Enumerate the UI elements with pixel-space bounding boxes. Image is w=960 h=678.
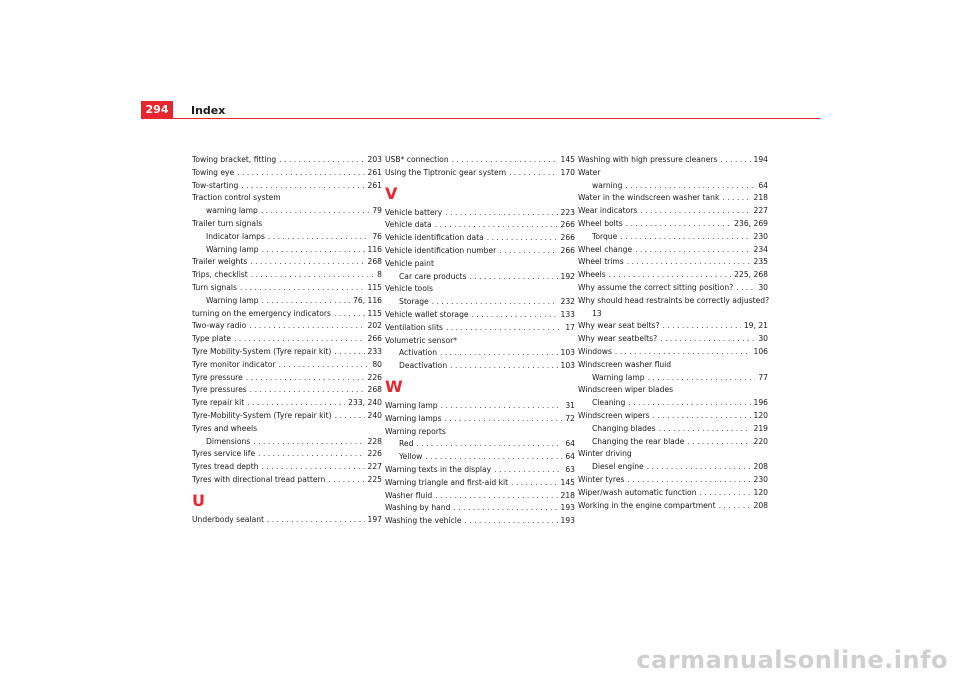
- entry-page[interactable]: 230: [753, 231, 768, 241]
- dot-leader: [267, 514, 364, 527]
- dot-leader: [253, 436, 364, 449]
- index-entry: [385, 502, 575, 515]
- dot-leader: [499, 245, 557, 258]
- index-subentry: [385, 347, 575, 360]
- entry-page[interactable]: 79: [372, 206, 382, 216]
- entry-page[interactable]: 17: [565, 322, 575, 332]
- entry-page[interactable]: 233, 240: [348, 398, 382, 408]
- entry-page[interactable]: 266: [560, 233, 575, 243]
- entry-term: Tow-starting: [192, 180, 239, 190]
- index-entry: [192, 448, 382, 461]
- index-entry: [578, 154, 768, 167]
- page-number-badge: 294: [141, 101, 173, 119]
- entry-term: Why assume the correct sitting position?: [578, 282, 734, 292]
- dot-leader: [279, 154, 364, 167]
- entry-page[interactable]: 77: [758, 372, 768, 382]
- index-entry: [578, 244, 768, 257]
- entry-page[interactable]: 208: [753, 500, 768, 510]
- section-letter: V: [385, 183, 398, 203]
- dot-leader: [262, 244, 365, 257]
- dot-leader: [261, 205, 370, 218]
- dot-leader: [627, 256, 751, 269]
- entry-page[interactable]: 31: [565, 400, 575, 410]
- dot-leader: [472, 309, 558, 322]
- index-subentry: [578, 180, 768, 193]
- entry-term: Tyre repair kit: [192, 398, 245, 408]
- index-subentry: [385, 296, 575, 309]
- index-subentry: [192, 436, 382, 449]
- index-entry: [192, 514, 382, 527]
- index-subentry: [578, 423, 768, 436]
- section-letter: W: [385, 376, 403, 396]
- entry-term: Working in the engine compartment: [578, 500, 716, 510]
- dot-leader: [234, 333, 364, 346]
- entry-page[interactable]: 202: [367, 321, 382, 331]
- entry-term: Wiper/wash automatic function: [578, 487, 697, 497]
- entry-page[interactable]: 240: [367, 410, 382, 420]
- index-entry: [192, 346, 382, 359]
- index-subentry: [385, 438, 575, 451]
- index-heading: Traction control system: [192, 193, 281, 203]
- entry-term: Washing by hand: [385, 503, 451, 513]
- index-entry: [192, 320, 382, 333]
- entry-term: Activation: [399, 348, 438, 358]
- entry-term: Torque: [592, 231, 618, 241]
- dot-leader: [279, 359, 370, 372]
- entry-term: Type plate: [192, 334, 232, 344]
- entry-term: Warning triangle and first-aid kit: [385, 477, 509, 487]
- dot-leader: [647, 461, 751, 474]
- header-rule: [173, 118, 820, 119]
- index-entry: [192, 167, 382, 180]
- dot-leader: [250, 384, 365, 397]
- entry-page[interactable]: 64: [565, 452, 575, 462]
- entry-page[interactable]: 235: [753, 257, 768, 267]
- dot-leader: [440, 347, 557, 360]
- dot-leader: [445, 413, 563, 426]
- entry-page[interactable]: 196: [753, 398, 768, 408]
- dot-leader: [249, 320, 364, 333]
- entry-page[interactable]: 120: [753, 410, 768, 420]
- dot-leader: [452, 154, 558, 167]
- entry-term: Vehicle battery: [385, 207, 443, 217]
- index-subentry: [578, 231, 768, 244]
- dot-leader: [334, 308, 365, 321]
- index-entry: [578, 192, 768, 205]
- entry-term: Diesel engine: [592, 462, 644, 472]
- entry-term: Tyre-Mobility-System (Tyre repair kit): [192, 410, 332, 420]
- index-entry: [385, 232, 575, 245]
- index-subentry: [192, 295, 382, 308]
- entry-page[interactable]: 19, 21: [743, 321, 768, 331]
- dot-leader: [722, 192, 750, 205]
- index-heading: Windscreen wiper blades: [578, 385, 674, 395]
- entry-page[interactable]: 227: [367, 462, 382, 472]
- entry-term: Tyre pressures: [192, 385, 247, 395]
- index-entry: [385, 413, 575, 426]
- index-heading: Winter driving: [578, 449, 632, 459]
- index-entry: [385, 167, 575, 180]
- entry-term: Why wear seat belts?: [578, 321, 660, 331]
- dot-leader: [628, 397, 750, 410]
- entry-page[interactable]: 268: [367, 385, 382, 395]
- entry-page[interactable]: 225, 268: [734, 270, 768, 280]
- entry-term: Warning lamps: [385, 413, 442, 423]
- section-letter: U: [192, 490, 205, 510]
- entry-term: Tyre monitor indicator: [192, 359, 276, 369]
- entry-page[interactable]: 194: [753, 155, 768, 164]
- watermark: carmanualsonline.info: [636, 646, 948, 674]
- index-heading: Vehicle paint: [385, 258, 434, 268]
- entry-page[interactable]: 170: [560, 167, 575, 177]
- page-header: [141, 101, 820, 119]
- entry-term: Warning texts in the display: [385, 464, 492, 474]
- entry-page[interactable]: 225: [367, 474, 382, 484]
- entry-term: Cleaning: [592, 398, 626, 408]
- entry-page[interactable]: 223: [560, 207, 575, 217]
- dot-leader: [719, 500, 751, 513]
- dot-leader: [246, 372, 365, 385]
- index-entry: [385, 464, 575, 477]
- entry-page[interactable]: 197: [367, 514, 382, 524]
- index-entry: [192, 269, 382, 282]
- index-subentry: [578, 436, 768, 449]
- index-entry: [385, 400, 575, 413]
- index-entry: [385, 322, 575, 335]
- index-entry: [192, 461, 382, 474]
- index-entry: [192, 308, 382, 321]
- entry-term: Warning lamp: [206, 295, 259, 305]
- dot-leader: [453, 502, 557, 515]
- index-subentry: [192, 231, 382, 244]
- entry-page[interactable]: 208: [753, 462, 768, 472]
- dot-leader: [628, 474, 751, 487]
- dot-leader: [625, 180, 755, 193]
- entry-term: Wheel bolts: [578, 218, 623, 228]
- entry-page[interactable]: 192: [560, 271, 575, 281]
- entry-term: Windscreen wipers: [578, 410, 650, 420]
- entry-term: Vehicle wallet storage: [385, 309, 469, 319]
- entry-page[interactable]: 193: [560, 516, 575, 526]
- index-entry: [578, 205, 768, 218]
- entry-term: Warning lamp: [592, 372, 645, 382]
- entry-page[interactable]: 261: [367, 180, 382, 190]
- dot-leader: [435, 490, 557, 503]
- index-entry: [192, 397, 382, 410]
- dot-leader: [615, 346, 751, 359]
- dot-leader: [262, 295, 350, 308]
- index-entry: [192, 410, 382, 423]
- dot-leader: [445, 207, 557, 220]
- entry-term: Indicator lamps: [206, 231, 265, 241]
- index-subentry: [385, 271, 575, 284]
- entry-page[interactable]: 64: [758, 180, 768, 190]
- dot-leader: [687, 436, 750, 449]
- entry-term: Towing bracket, fitting: [192, 155, 277, 164]
- entry-page[interactable]: 120: [753, 487, 768, 497]
- entry-term: Underbody sealant: [192, 514, 265, 524]
- index-entry: [385, 309, 575, 322]
- entry-term: Wheels: [578, 270, 606, 280]
- entry-term: Changing the rear blade: [592, 436, 685, 446]
- entry-page[interactable]: 133: [560, 309, 575, 319]
- entry-page[interactable]: 218: [560, 490, 575, 500]
- dot-leader: [241, 180, 364, 193]
- entry-page[interactable]: 266: [560, 245, 575, 255]
- entry-term: Trailer weights: [192, 257, 248, 267]
- index-heading: Water: [578, 167, 601, 177]
- entry-page[interactable]: 30: [758, 334, 768, 344]
- dot-leader: [494, 464, 562, 477]
- index-entry: 13: [592, 308, 602, 318]
- dot-leader: [660, 333, 755, 346]
- index-heading: Windscreen washer fluid: [578, 359, 672, 369]
- entry-term: Water in the windscreen washer tank: [578, 193, 720, 203]
- entry-page[interactable]: 145: [560, 477, 575, 487]
- entry-term: Tyre pressure: [192, 372, 243, 382]
- entry-page[interactable]: 227: [753, 206, 768, 216]
- entry-term: Vehicle identification data: [385, 233, 484, 243]
- index-entry: [578, 218, 768, 231]
- entry-page[interactable]: 219: [753, 423, 768, 433]
- entry-page[interactable]: 226: [367, 372, 382, 382]
- index-heading: Volumetric sensor*: [385, 335, 458, 345]
- index-entry: [578, 346, 768, 359]
- dot-leader: [335, 410, 365, 423]
- entry-page[interactable]: 193: [560, 503, 575, 513]
- dot-leader: [441, 400, 563, 413]
- index-entry: [385, 219, 575, 232]
- index-entry: [385, 154, 575, 167]
- entry-page[interactable]: 234: [753, 244, 768, 254]
- dot-leader: [416, 438, 562, 451]
- entry-page[interactable]: 64: [565, 439, 575, 449]
- index-entry: [385, 207, 575, 220]
- entry-page[interactable]: 106: [753, 346, 768, 356]
- dot-leader: [247, 397, 345, 410]
- entry-page[interactable]: 266: [367, 334, 382, 344]
- dot-leader: [648, 372, 756, 385]
- entry-term: Red: [399, 439, 414, 449]
- entry-term: Washing the vehicle: [385, 516, 462, 526]
- index-entry: [578, 333, 768, 346]
- entry-page[interactable]: 72: [565, 413, 575, 423]
- entry-term: Using the Tiptronic gear system: [385, 167, 507, 177]
- dot-leader: [262, 461, 365, 474]
- entry-term: Vehicle data: [385, 220, 432, 230]
- entry-term: Storage: [399, 297, 429, 307]
- entry-page[interactable]: 266: [560, 220, 575, 230]
- entry-page[interactable]: 218: [753, 193, 768, 203]
- entry-page[interactable]: 116: [367, 244, 382, 254]
- entry-page[interactable]: 145: [560, 155, 575, 164]
- dot-leader: [435, 219, 558, 232]
- index-entry: [385, 490, 575, 503]
- index-subentry: [578, 397, 768, 410]
- dot-leader: [334, 346, 364, 359]
- dot-leader: [509, 167, 557, 180]
- index-heading: Vehicle tools: [385, 284, 433, 294]
- dot-leader: [700, 487, 751, 500]
- index-entry: [385, 477, 575, 490]
- index-heading: Tyres and wheels: [192, 423, 258, 433]
- dot-leader: [640, 205, 750, 218]
- index-entry: [192, 384, 382, 397]
- entry-page[interactable]: 103: [560, 348, 575, 358]
- index-entry: [578, 282, 768, 295]
- dot-leader: [240, 282, 365, 295]
- index-entry: [578, 487, 768, 500]
- index-entry: [192, 154, 382, 167]
- dot-leader: [470, 271, 558, 284]
- dot-leader: [432, 296, 558, 309]
- entry-term: Why wear seatbelts?: [578, 334, 658, 344]
- dot-leader: [251, 269, 374, 282]
- entry-term: Tyres tread depth: [192, 462, 259, 472]
- index-column-2: [385, 154, 575, 528]
- entry-term: Dimensions: [206, 436, 251, 446]
- dot-leader: [736, 282, 755, 295]
- dot-leader: [609, 269, 731, 282]
- dot-leader: [250, 256, 364, 269]
- entry-term: Tyres with directional tread pattern: [192, 474, 326, 484]
- dot-leader: [268, 231, 369, 244]
- entry-page[interactable]: 220: [753, 436, 768, 446]
- index-entry: [192, 256, 382, 269]
- entry-term: Trips, checklist: [192, 270, 248, 280]
- index-entry: [578, 410, 768, 423]
- entry-term: USB* connection: [385, 155, 449, 164]
- entry-term: Turn signals: [192, 282, 237, 292]
- index-entry: [192, 372, 382, 385]
- entry-page[interactable]: 233: [367, 346, 382, 356]
- entry-page[interactable]: 232: [560, 297, 575, 307]
- entry-term: Towing eye: [192, 167, 235, 177]
- index-entry: [578, 320, 768, 333]
- entry-term: Two-way radio: [192, 321, 247, 331]
- entry-term: Deactivation: [399, 361, 448, 371]
- entry-term: Changing blades: [592, 423, 656, 433]
- dot-leader: [653, 410, 751, 423]
- entry-page[interactable]: 30: [758, 282, 768, 292]
- dot-leader: [487, 232, 558, 245]
- entry-page[interactable]: 76: [372, 231, 382, 241]
- entry-term: turning on the emergency indicators: [192, 308, 331, 318]
- entry-term: Warning lamp: [385, 400, 438, 410]
- entry-term: Warning lamp: [206, 244, 259, 254]
- index-entry: [578, 500, 768, 513]
- dot-leader: [620, 231, 750, 244]
- entry-term: Wear indicators: [578, 206, 638, 216]
- index-subentry: [385, 360, 575, 373]
- dot-leader: [626, 218, 731, 231]
- entry-term: Winter tyres: [578, 474, 625, 484]
- entry-term: Tyres service life: [192, 449, 256, 459]
- index-subentry: [192, 244, 382, 257]
- index-entry: [192, 359, 382, 372]
- entry-page[interactable]: 236, 269: [734, 218, 768, 228]
- index-column-1: [192, 154, 382, 527]
- entry-page[interactable]: 115: [367, 282, 382, 292]
- entry-page[interactable]: 115: [367, 308, 382, 318]
- index-entry: [192, 282, 382, 295]
- entry-page[interactable]: 8: [377, 270, 382, 280]
- index-heading: Warning reports: [385, 426, 446, 436]
- dot-leader: [511, 477, 557, 490]
- index-entry: [192, 333, 382, 346]
- index-subentry: [578, 461, 768, 474]
- index-heading: Trailer turn signals: [192, 218, 263, 228]
- dot-leader: [237, 167, 364, 180]
- entry-term: Yellow: [399, 452, 423, 462]
- entry-term: Vehicle identification number: [385, 245, 497, 255]
- entry-page[interactable]: 261: [367, 167, 382, 177]
- entry-page[interactable]: 103: [560, 361, 575, 371]
- entry-page[interactable]: 63: [565, 464, 575, 474]
- dot-leader: [450, 360, 557, 373]
- entry-term: Washing with high pressure cleaners: [578, 155, 718, 164]
- page-title: Index: [191, 104, 226, 117]
- entry-page[interactable]: 268: [367, 257, 382, 267]
- index-entry: [385, 245, 575, 258]
- entry-term: Ventilation slits: [385, 322, 444, 332]
- entry-page[interactable]: 76, 116: [353, 295, 382, 305]
- dot-leader: [446, 322, 562, 335]
- entry-page[interactable]: 226: [367, 449, 382, 459]
- dot-leader: [635, 244, 750, 257]
- index-subentry: [578, 372, 768, 385]
- entry-term: warning: [592, 180, 623, 190]
- dot-leader: [258, 448, 364, 461]
- dot-leader: [328, 474, 364, 487]
- entry-term: warning lamp: [206, 206, 258, 216]
- entry-term: Tyre Mobility-System (Tyre repair kit): [192, 346, 332, 356]
- index-entry: Why should head restraints be correctly adjusted?: [578, 295, 770, 305]
- entry-term: Car care products: [399, 271, 467, 281]
- index-entry: [578, 269, 768, 282]
- index-entry: [385, 515, 575, 528]
- index-subentry: [385, 451, 575, 464]
- index-entry: [192, 474, 382, 487]
- entry-page[interactable]: 203: [367, 155, 382, 164]
- dot-leader: [465, 515, 558, 528]
- dot-leader: [663, 320, 741, 333]
- index-entry: [578, 474, 768, 487]
- entry-page[interactable]: 80: [372, 359, 382, 369]
- entry-term: Wheel trims: [578, 257, 624, 267]
- dot-leader: [425, 451, 562, 464]
- index-entry: [192, 180, 382, 193]
- entry-page[interactable]: 230: [753, 474, 768, 484]
- index-subentry: [192, 205, 382, 218]
- entry-term: Windows: [578, 346, 612, 356]
- entry-term: Washer fluid: [385, 490, 433, 500]
- dot-leader: [659, 423, 751, 436]
- entry-term: Wheel change: [578, 244, 633, 254]
- entry-page[interactable]: 228: [367, 436, 382, 446]
- index-entry: [578, 256, 768, 269]
- dot-leader: [720, 154, 750, 167]
- index-column-3: [578, 154, 768, 512]
